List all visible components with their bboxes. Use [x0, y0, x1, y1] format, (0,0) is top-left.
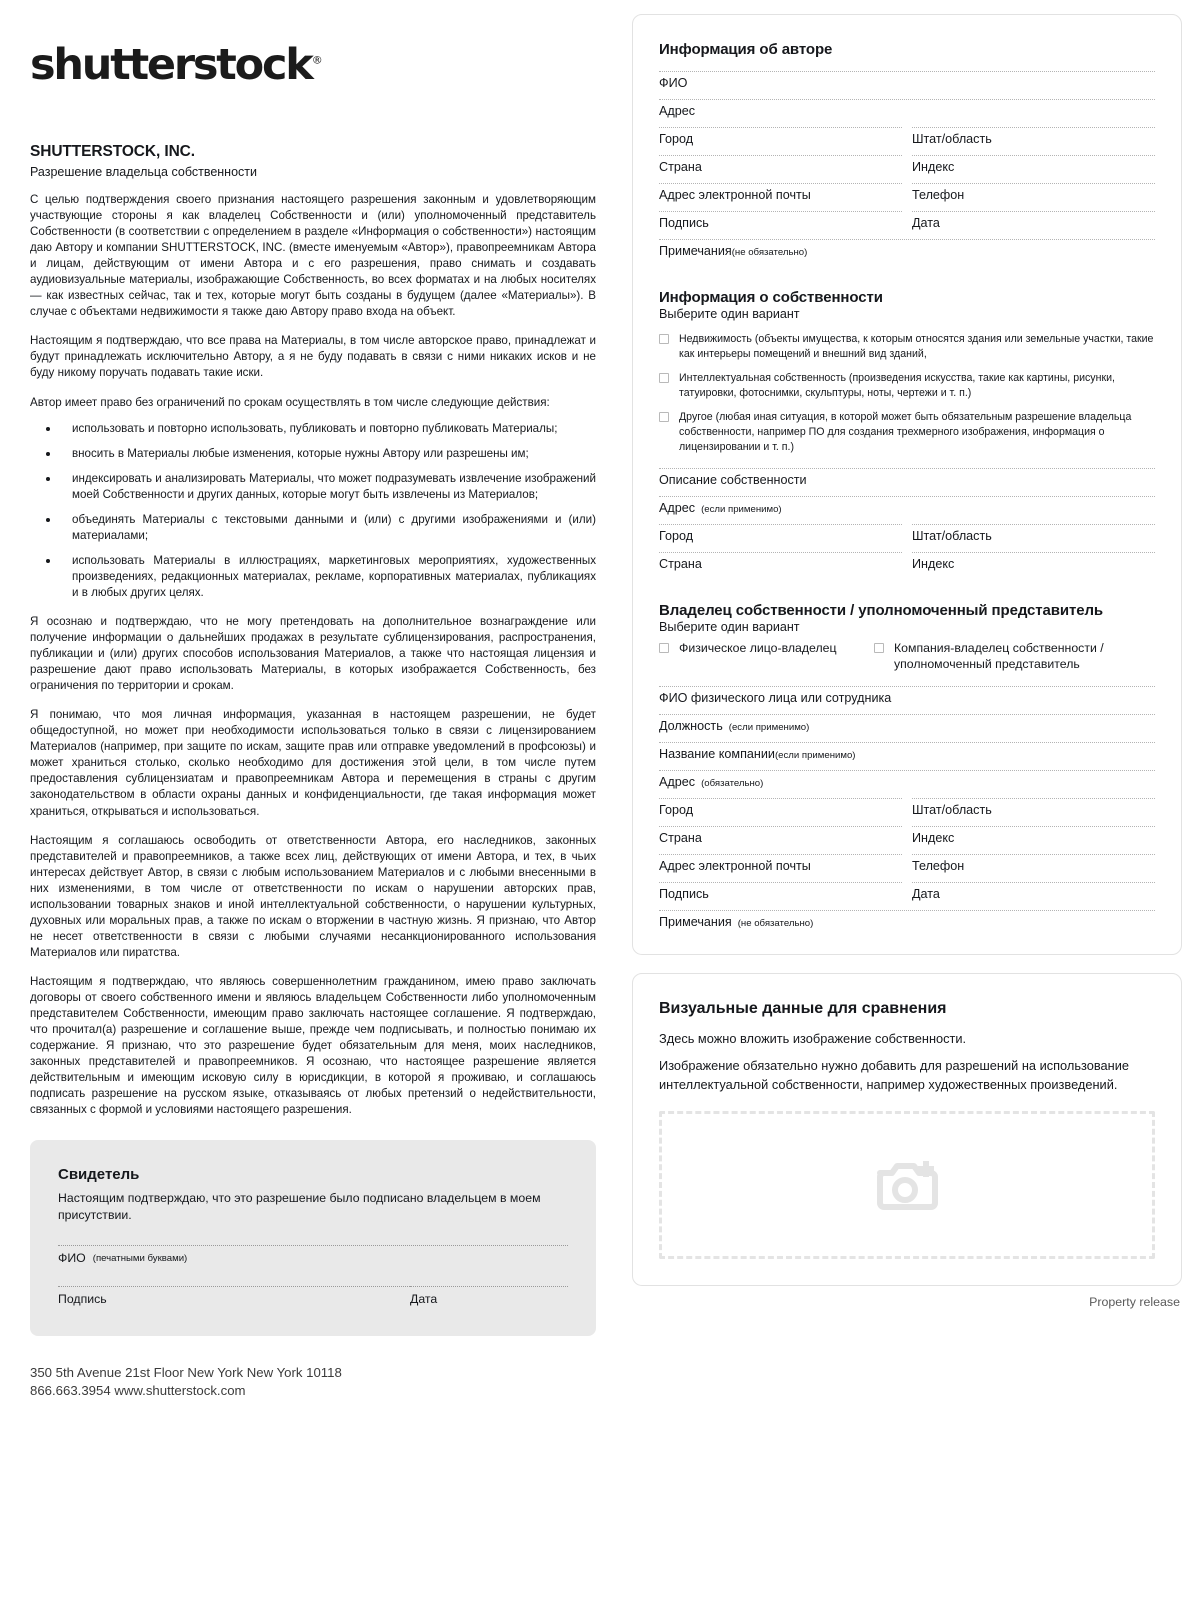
body-paragraph-privacy: Я понимаю, что моя личная информация, указанная в настоящем разрешении, не будет общедоступной, но может при необходимости использоваться только в связи с лицензированием Материалов (например, при защите по искам, защите прав или отправке уведомлений в профсоюзы) и может храниться столько, сколько необходимо для достижения этой цели, в том числе путем предоставления сублицензиатам и правопреемникам Автора и перемещения в страны с другим законодательством в области охраны данных и конфиденциальности, где такая информация может храниться, открываться и использоваться.: [30, 708, 596, 818]
field-label: Город: [659, 529, 694, 544]
field-label: Название компании: [659, 747, 775, 762]
field-hint: (обязательно): [701, 778, 764, 790]
field-hint: (если применимо): [728, 722, 810, 734]
field-label: Подпись: [659, 216, 709, 230]
property-country-field[interactable]: [659, 552, 902, 580]
property-state-field[interactable]: [912, 524, 1155, 552]
field-label: Город: [659, 803, 694, 818]
visual-reference-text: [659, 1030, 1155, 1093]
footer-phone-website: 866.663.3954 www.shutterstock.com: [30, 1383, 246, 1399]
author-fullname-field[interactable]: [659, 71, 1155, 99]
property-zip-field[interactable]: [912, 552, 1155, 580]
owner-email-field[interactable]: [659, 854, 902, 882]
shutterstock-logo: [30, 40, 323, 90]
registered-trademark-icon: ®: [311, 53, 323, 67]
owner-address-field[interactable]: [659, 770, 1155, 798]
property-address-field[interactable]: [659, 496, 1155, 524]
checkbox-icon[interactable]: [659, 412, 669, 422]
witness-box: [30, 1140, 596, 1335]
author-address-field[interactable]: [659, 99, 1155, 127]
author-phone-field[interactable]: [912, 183, 1155, 211]
field-label: Индекс: [912, 831, 955, 846]
author-city-field[interactable]: [659, 127, 902, 155]
field-label: Страна: [659, 160, 702, 174]
footer-address: 350 5th Avenue 21st Floor New York New York 10118: [30, 1364, 342, 1380]
owner-type-options: [659, 641, 1155, 673]
company-name: SHUTTERSTOCK, INC.: [30, 143, 195, 160]
author-zip-field[interactable]: [912, 155, 1155, 183]
intro-paragraph-1: С целью подтверждения своего признания настоящего разрешения законным и удовлетворяющим участвующие стороны я как владелец Собственности и (или) уполномоченный представитель Собственности (в соответствии с определением в разделе «Информация о собственности») настоящим даю Автору и компании SHUTTERSTOCK, INC. (вместе именуемым «Автор»), правопреемникам Автора и лицам, действующим от имени Автора и с его разрешения, право снимать и создавать аудиовизуальные материалы, изображающие Собственность, во всех форматах и на любых носителях — как известных сейчас, так и тех, которые могут быть созданы в будущем (далее «Материалы»). В случае с объектами недвижимости я также даю Автору право входа на объект.: [30, 193, 596, 319]
field-label: Штат/область: [912, 803, 992, 818]
owner-city-field[interactable]: [659, 798, 902, 826]
property-option-real-estate[interactable]: [659, 332, 1155, 362]
release-type-label: Property release: [1089, 1294, 1180, 1309]
field-hint: (если применимо): [774, 750, 856, 762]
field-label: Страна: [659, 831, 702, 846]
field-label: Адрес: [659, 775, 696, 790]
field-label: Штат/область: [912, 132, 992, 146]
property-description-field[interactable]: [659, 468, 1155, 496]
permitted-actions-list: [30, 421, 596, 601]
owner-position-field[interactable]: [659, 714, 1155, 742]
author-state-field[interactable]: [912, 127, 1155, 155]
owner-subheading: Выберите один вариант: [659, 620, 800, 635]
left-column: [18, 14, 618, 1599]
property-fields: [659, 468, 1155, 580]
visual-text-line-1: Здесь можно вложить изображение собственности.: [659, 1031, 967, 1047]
body-paragraph-capacity: Настоящим я подтверждаю, что являюсь совершеннолетним гражданином, имею право заключать договоры от своего собственного имени и являюсь владельцем Собственности либо уполномоченным представителем Собственности, имеющим право заключать настоящее соглашение. Я подтверждаю, что прочитал(а) разрешение и соглашение выше, прежде чем подписывать, и полностью понимаю их содержание. Я признаю, что это разрешение будет обязательным для меня, моих наследников, законных представителей и правопреемников. Я осознаю, что настоящее разрешение является действительным и имеющим исковую силу в юрисдикции, в которой я проживаю, и соглашаюсь подписать разрешение на русском языке, отказываясь от любых претензий о недействительности, связанных с формой и условиями настоящего разрешения.: [30, 974, 596, 1117]
field-label: Примечания: [659, 915, 732, 930]
owner-company-name-field[interactable]: [659, 742, 1155, 770]
author-fields: [659, 71, 1155, 267]
witness-name-field[interactable]: [58, 1245, 568, 1265]
field-label: Дата: [912, 887, 940, 902]
visual-reference-heading: Визуальные данные для сравнения: [659, 1000, 947, 1018]
list-item: использовать и повторно использовать, публиковать и повторно публиковать Материалы;: [30, 421, 596, 437]
field-label: Адрес электронной почты: [659, 188, 811, 202]
logo-wordmark: shutterstock: [30, 40, 312, 90]
field-label: Описание собственности: [659, 473, 807, 488]
owner-person-name-field[interactable]: [659, 686, 1155, 714]
image-dropzone[interactable]: [659, 1111, 1155, 1259]
list-item: объединять Материалы с текстовыми данными и (или) с другими изображениями и (или) материалами;: [30, 512, 596, 544]
owner-heading: Владелец собственности / уполномоченный представитель: [659, 602, 1104, 620]
field-label: Город: [659, 132, 694, 146]
footer-contact: [30, 1364, 596, 1401]
property-option-intellectual[interactable]: [659, 371, 1155, 401]
property-info-subheading: Выберите один вариант: [659, 307, 800, 321]
witness-title: Свидетель: [58, 1166, 140, 1184]
list-item: использовать Материалы в иллюстрациях, маркетинговых мероприятиях, художественных произведениях, редакционных материалах, рекламе, корпоративных материалах, публикациях и в любых других целях.: [30, 553, 596, 601]
witness-signature-row: [58, 1265, 568, 1306]
owner-option-company[interactable]: [874, 641, 1155, 673]
owner-zip-field[interactable]: [912, 826, 1155, 854]
field-label: Страна: [659, 557, 702, 572]
field-label: Должность: [659, 719, 723, 734]
intro-paragraph-3: Автор имеет право без ограничений по срокам осуществлять в том числе следующие действия:: [30, 395, 550, 409]
field-label: Адрес электронной почты: [659, 859, 811, 874]
property-city-field[interactable]: [659, 524, 902, 552]
owner-fields: [659, 686, 1155, 938]
property-info-heading: Информация о собственности: [659, 289, 883, 306]
witness-date-label: Дата: [410, 1291, 438, 1306]
option-label: Компания-владелец собственности / уполномоченный представитель: [894, 641, 1104, 672]
field-label: Индекс: [912, 557, 955, 572]
form-card-main: [632, 14, 1182, 955]
option-label: Недвижимость (объекты имущества, к которым относятся здания или земельные участки, такие как интерьеры помещений и внешний вид зданий,: [679, 333, 1154, 361]
field-label: Телефон: [912, 859, 965, 874]
owner-option-individual[interactable]: [659, 641, 864, 673]
field-label: ФИО физического лица или сотрудника: [659, 691, 892, 706]
witness-statement: Настоящим подтверждаю, что это разрешение было подписано владельцем в моем присутствии.: [58, 1191, 541, 1222]
author-date-field[interactable]: [912, 211, 1155, 239]
field-label: Штат/область: [912, 529, 992, 544]
field-hint: (не обязательно): [731, 247, 808, 258]
field-label: Примечания: [659, 244, 732, 258]
right-column: [618, 14, 1182, 1599]
author-info-heading: Информация об авторе: [659, 41, 833, 58]
visual-text-line-2: Изображение обязательно нужно добавить для разрешений на использование интеллектуальной собственности, например художественных произведений.: [659, 1058, 1129, 1092]
author-country-field[interactable]: [659, 155, 902, 183]
witness-name-label: ФИО: [58, 1250, 86, 1265]
visual-reference-card: [632, 973, 1182, 1285]
body-paragraph-compensation: Я осознаю и подтверждаю, что не могу претендовать на дополнительное вознаграждение или получение информации о дальнейших продажах в результате сублицензирования, распространения, публикации и (или) других способов использования Материалов, а также что настоящая лицензия и разрешение дают право использовать Материалы, в которых изображается Собственность, без ограничения по территории и срокам.: [30, 614, 596, 693]
option-label: Другое (любая иная ситуация, в которой может быть обязательным разрешение владельца собственности, например ПО для создания трехмерного изображения, информация о лицензировании и т. п.): [679, 411, 1132, 454]
list-item: индексировать и анализировать Материалы, что может подразумевать извлечение изображений моей Собственности и других данных, которые могут быть извлечены из Материалов;: [30, 471, 596, 503]
field-label: Адрес: [659, 501, 696, 516]
author-signature-field[interactable]: [659, 211, 902, 239]
option-label: Физическое лицо-владелец: [679, 641, 837, 656]
owner-notes-field[interactable]: [659, 910, 1155, 938]
owner-country-field[interactable]: [659, 826, 902, 854]
field-hint: (не обязательно): [737, 918, 814, 930]
witness-date-field[interactable]: [410, 1286, 568, 1306]
field-label: ФИО: [659, 76, 688, 90]
author-notes-field[interactable]: [659, 239, 1155, 267]
witness-signature-field[interactable]: [58, 1286, 410, 1306]
owner-signature-field[interactable]: [659, 882, 902, 910]
witness-name-hint: (печатными буквами): [92, 1252, 188, 1264]
field-label: Адрес: [659, 104, 696, 118]
option-label: Интеллектуальная собственность (произведения искусства, такие как картины, рисунки, татуировки, фотоснимки, скульптуры, ноты, чертежи и т. п.): [679, 372, 1115, 400]
checkbox-icon[interactable]: [659, 643, 669, 653]
field-hint: (если применимо): [701, 504, 782, 516]
property-option-other[interactable]: [659, 410, 1155, 455]
witness-signature-label: Подпись: [58, 1291, 107, 1306]
intro-paragraph-2: Настоящим я подтверждаю, что все права на Материалы, в том числе авторское право, принадлежат и будут принадлежать исключительно Автору, а я не буду подавать в связи с ними никаких исков и не буду никому поручать подавать такие иски.: [30, 334, 596, 380]
owner-date-field[interactable]: [912, 882, 1155, 910]
owner-state-field[interactable]: [912, 798, 1155, 826]
checkbox-icon[interactable]: [659, 373, 669, 383]
document-subtitle: Разрешение владельца собственности: [30, 165, 257, 179]
field-label: Дата: [912, 216, 940, 230]
list-item: вносить в Материалы любые изменения, которые нужны Автору или разрешены им;: [30, 446, 596, 462]
field-label: Индекс: [912, 160, 955, 174]
checkbox-icon[interactable]: [874, 643, 884, 653]
body-paragraph-indemnity: Настоящим я соглашаюсь освободить от ответственности Автора, его наследников, законных представителей и правопреемников, а также всех лиц, действующих от имени Автора, и тех, в чьих интересах действует Автор, в связи с любым использованием Материалов и с любыми внесенными в них изменениями, в том числе от ответственности по искам о нарушении авторских прав, использовании товарных знаков и иной интеллектуальной собственности, о нарушении культурных, духовных или моральных прав, а также по искам о вторжении в частную жизнь. Я признаю, что Автор не несет ответственности в связи с любыми случаями несанкционированного использования Материалов или пиратства.: [30, 833, 596, 959]
property-type-options: [659, 332, 1155, 455]
field-label: Подпись: [659, 887, 709, 902]
author-email-field[interactable]: [659, 183, 902, 211]
owner-phone-field[interactable]: [912, 854, 1155, 882]
field-label: Телефон: [912, 188, 965, 202]
checkbox-icon[interactable]: [659, 334, 669, 344]
camera-plus-icon: [876, 1159, 938, 1211]
